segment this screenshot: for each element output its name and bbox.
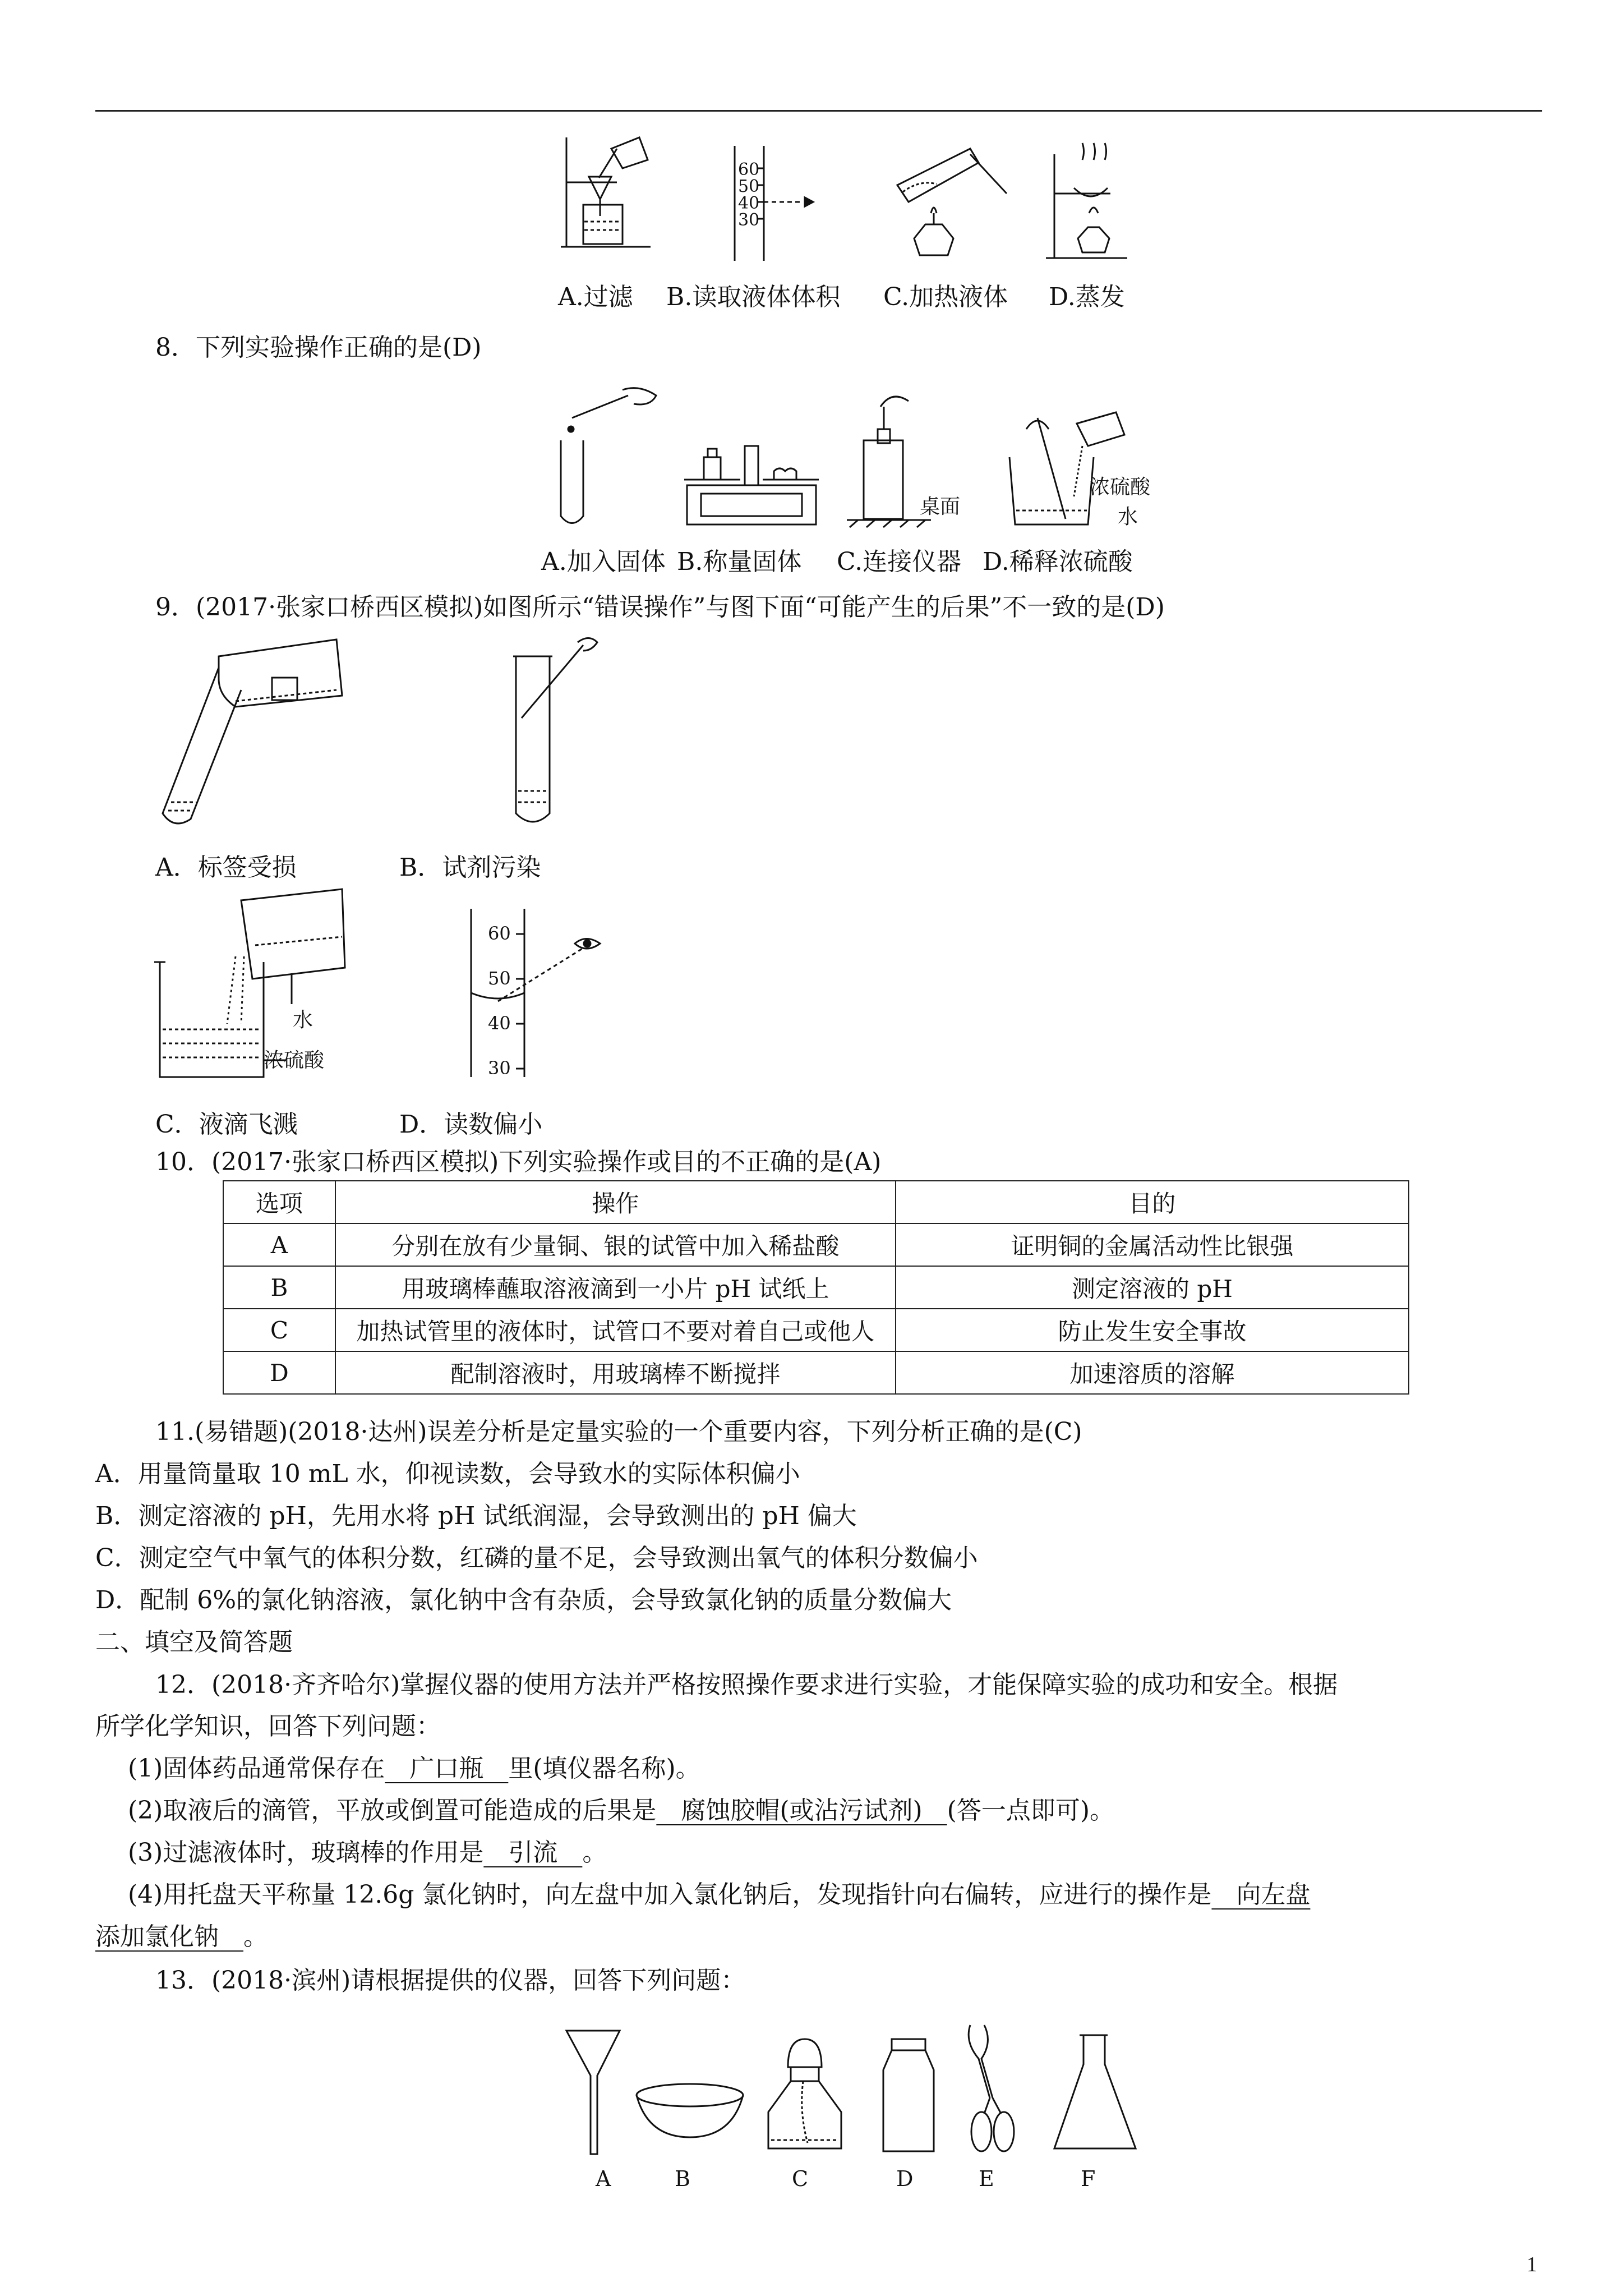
q12-part4-answer: 向左盘 <box>1211 1880 1311 1909</box>
q9-scale-60: 60 <box>488 923 511 944</box>
fig7-scale-60: 60 <box>738 160 760 180</box>
header-option: 选项 <box>223 1181 335 1223</box>
fig7-scale-30: 30 <box>738 210 760 230</box>
q10-text: 10．(2017·张家口桥西区模拟)下列实验操作或目的不正确的是(A) <box>155 1148 882 1176</box>
fig7-scale-50: 50 <box>738 177 760 196</box>
q8-label-acid: 浓硫酸 <box>1090 476 1151 499</box>
q13-caption-d: D <box>896 2166 914 2191</box>
page-number: 1 <box>1527 2253 1537 2276</box>
q13-text: 13．(2018·滨州)请根据提供的仪器，回答下列问题： <box>155 1966 746 1995</box>
cell-option: B <box>223 1266 335 1309</box>
q11-text: 11.(易错题)(2018·达州)误差分析是定量实验的一个重要内容，下列分析正确的是(C) <box>155 1418 1082 1446</box>
q8-label-desk: 桌面 <box>920 495 961 518</box>
q13-caption-b: B <box>675 2166 690 2191</box>
fig7-caption-d: D.蒸发 <box>1049 283 1125 311</box>
q12-part3-suffix: 。 <box>582 1838 607 1867</box>
q12-part2-prompt: (2)取液后的滴管，平放或倒置可能造成的后果是 <box>128 1796 657 1825</box>
q8-label-water: 水 <box>1118 505 1138 528</box>
q12-part2-answer: 腐蚀胶帽(或沾污试剂) <box>656 1796 947 1825</box>
cell-purpose: 加速溶质的溶解 <box>896 1351 1409 1394</box>
q9-scale-40: 40 <box>488 1013 511 1034</box>
table-row <box>223 1351 1409 1394</box>
q12-part3-prompt: (3)过滤液体时，玻璃棒的作用是 <box>128 1838 484 1867</box>
cell-purpose: 防止发生安全事故 <box>896 1309 1409 1351</box>
q12-part4-suffix: 。 <box>243 1922 268 1951</box>
q12-part4 <box>128 1879 1310 1911</box>
q9-text: 9．(2017·张家口桥西区模拟)如图所示“错误操作”与图下面“可能产生的后果”不一致的是(D) <box>155 593 1165 622</box>
figure-filtration <box>555 126 656 255</box>
q12-line1: 12．(2018·齐齐哈尔)掌握仪器的使用方法并严格按照操作要求进行实验，才能保障实验的成功和安全。根据 <box>155 1671 1338 1699</box>
q12-part4-answer-cont: 添加氯化钠 <box>95 1922 243 1951</box>
header-purpose: 目的 <box>896 1181 1409 1223</box>
cell-operation: 加热试管里的液体时，试管口不要对着自己或他人 <box>335 1309 896 1351</box>
q10-table <box>223 1180 1409 1395</box>
q12-part2-suffix: (答一点即可)。 <box>947 1796 1115 1825</box>
figure-heat-liquid <box>886 140 1015 264</box>
q13-caption-a: A <box>596 2166 611 2191</box>
table-row <box>223 1309 1409 1351</box>
cell-operation: 用玻璃棒蘸取溶液滴到一小片 pH 试纸上 <box>335 1266 896 1309</box>
instrument-crucible-tongs <box>959 2019 1021 2160</box>
q12-part4-prompt: (4)用托盘天平称量 12.6g 氯化钠时，向左盘中加入氯化钠后，发现指针向右偏转，应进行的操作是 <box>128 1880 1212 1909</box>
q12-part1-answer: 广口瓶 <box>385 1754 509 1783</box>
q8-caption-c: C.连接仪器 <box>837 547 962 576</box>
table-row <box>223 1223 1409 1266</box>
fig7-caption-a: A.过滤 <box>558 283 633 311</box>
cell-operation: 配制溶液时，用玻璃棒不断搅拌 <box>335 1351 896 1394</box>
figure-label-damage <box>151 634 353 830</box>
q12-part1-prompt: (1)固体药品通常保存在 <box>128 1754 385 1783</box>
q12-part4-cont <box>95 1921 268 1953</box>
q8-caption-a: A.加入固体 <box>541 547 666 576</box>
figure-reagent-contamination <box>505 634 617 830</box>
table-header-row <box>223 1181 1409 1223</box>
q9-caption-c: C．液滴飞溅 <box>155 1110 298 1139</box>
q9-label-acid: 浓硫酸 <box>264 1049 325 1072</box>
q9-caption-d: D．读数偏小 <box>399 1110 543 1139</box>
q9-scale-30: 30 <box>488 1057 511 1079</box>
instrument-funnel <box>564 2025 625 2160</box>
q8-caption-d: D.稀释浓硫酸 <box>983 547 1133 576</box>
instrument-alcohol-lamp <box>757 2028 852 2157</box>
cell-option: D <box>223 1351 335 1394</box>
fig7-caption-c: C.加热液体 <box>883 283 1008 311</box>
fig7-scale-40: 40 <box>738 194 760 213</box>
cell-option: A <box>223 1223 335 1266</box>
q12-part3-answer: 引流 <box>483 1838 583 1867</box>
instrument-conical-flask <box>1049 2031 1144 2154</box>
q12-part1-suffix: 里(填仪器名称)。 <box>508 1754 700 1783</box>
q11-option-b: B．测定溶液的 pH，先用水将 pH 试纸润湿，会导致测出的 pH 偏大 <box>95 1502 857 1530</box>
q9-caption-b: B．试剂污染 <box>399 853 541 882</box>
figure-weigh-solid <box>679 435 824 530</box>
q12-part1 <box>128 1753 700 1784</box>
header-operation: 操作 <box>335 1181 896 1223</box>
q8-caption-b: B.称量固体 <box>677 547 802 576</box>
q9-label-water: 水 <box>293 1009 313 1032</box>
q9-scale-50: 50 <box>488 968 511 989</box>
q13-caption-c: C <box>792 2166 809 2191</box>
figure-read-low <box>460 909 617 1083</box>
q12-part3 <box>128 1837 607 1869</box>
table-row <box>223 1266 1409 1309</box>
q11-option-a: A．用量筒量取 10 mL 水，仰视读数，会导致水的实际体积偏小 <box>95 1460 800 1488</box>
figure-add-solid <box>555 373 667 530</box>
instrument-wide-mouth-bottle <box>878 2036 939 2154</box>
q13-caption-f: F <box>1081 2166 1096 2191</box>
q11-option-d: D．配制 6%的氯化钠溶液，氯化钠中含有杂质，会导致氯化钠的质量分数偏大 <box>95 1586 952 1614</box>
q11-option-c: C．测定空气中氧气的体积分数，红磷的量不足，会导致测出氧气的体积分数偏小 <box>95 1544 978 1572</box>
q8-text: 8．下列实验操作正确的是(D) <box>155 333 482 362</box>
q9-caption-a: A．标签受损 <box>155 853 297 882</box>
q12-part2 <box>128 1795 1114 1826</box>
cell-purpose: 测定溶液的 pH <box>896 1266 1409 1309</box>
section-heading: 二、填空及简答题 <box>95 1628 293 1657</box>
fig7-caption-b: B.读取液体体积 <box>666 283 841 311</box>
cell-purpose: 证明铜的金属活动性比银强 <box>896 1223 1409 1266</box>
instrument-evaporating-dish <box>631 2081 749 2143</box>
figure-evaporate <box>1043 137 1133 264</box>
q12-line2: 所学化学知识，回答下列问题： <box>95 1712 441 1741</box>
header-rule <box>95 110 1542 112</box>
cell-operation: 分别在放有少量铜、银的试管中加入稀盐酸 <box>335 1223 896 1266</box>
cell-option: C <box>223 1309 335 1351</box>
q13-caption-e: E <box>979 2166 994 2191</box>
